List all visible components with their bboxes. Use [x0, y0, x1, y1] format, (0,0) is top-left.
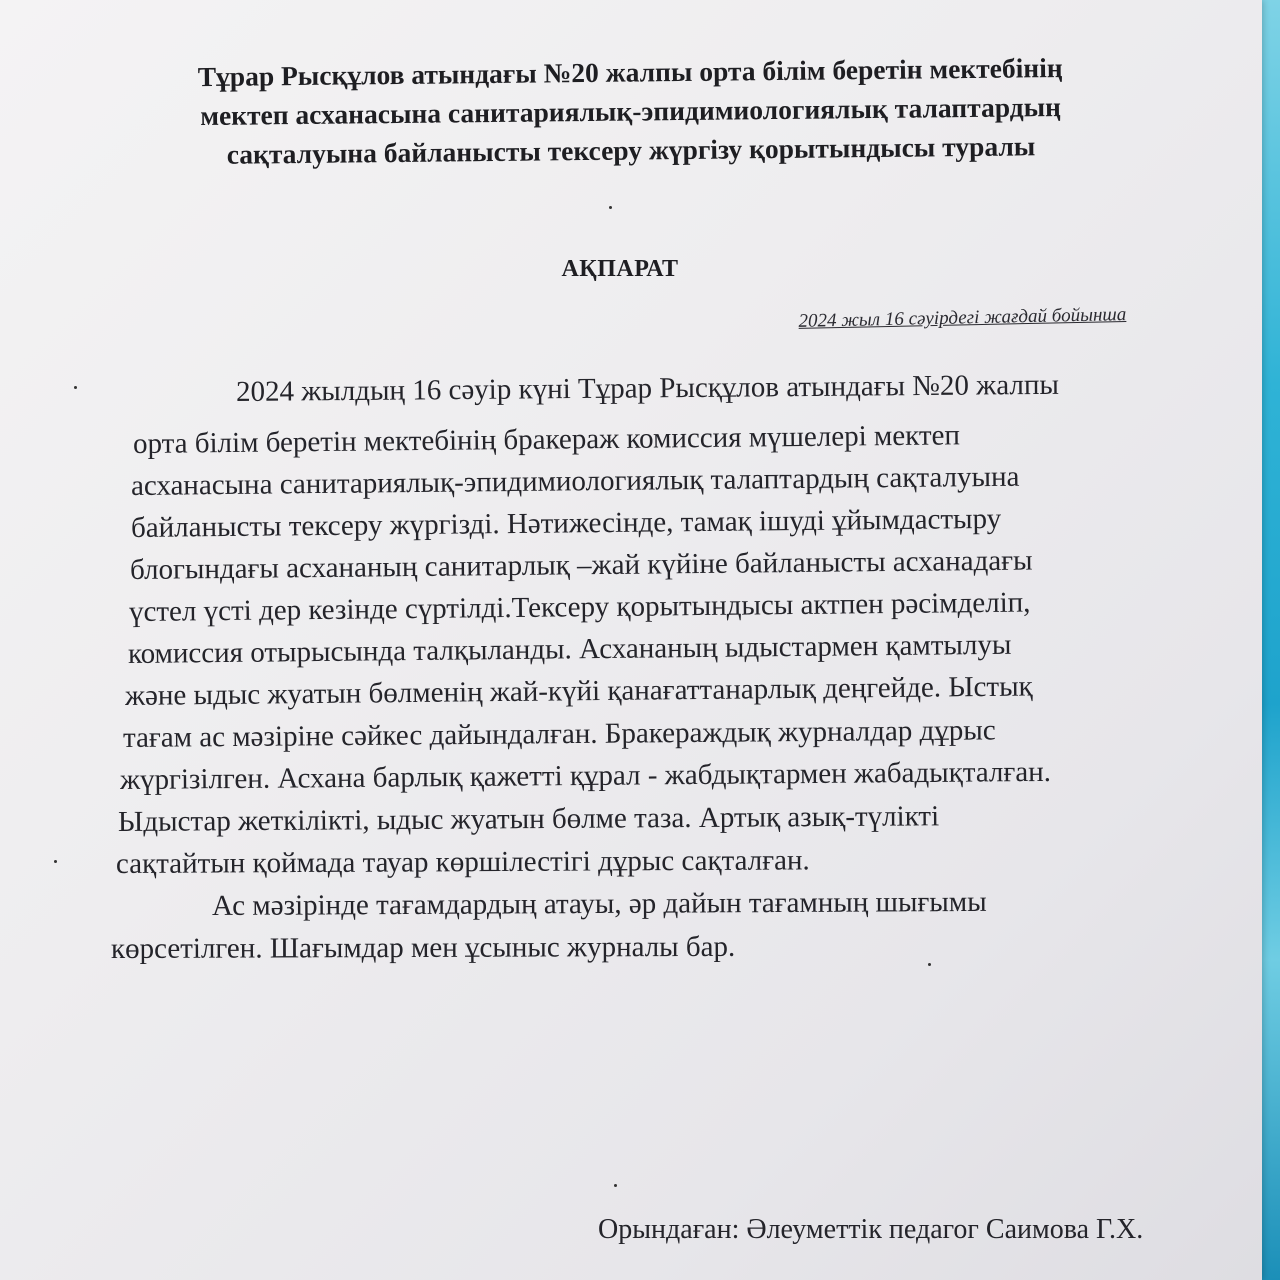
body-line: көрсетілген. Шағымдар мен ұсыныс журналы бар.: [110, 930, 736, 965]
body-line: комиссия отырысында талқыланды. Асхананың ыдыстармен қамтылуы: [127, 628, 1012, 670]
body-line: блогындағы асхананың санитарлық –жай күйіне байланысты асханадағы: [129, 544, 1033, 586]
title-line: Тұрар Рысқұлов атындағы №20 жалпы орта білім беретін мектебінің: [197, 52, 1063, 93]
document-heading: АҚПАРАТ: [561, 256, 679, 282]
signature-line: Орындаған: Әлеуметтік педагог Саимова Г.Х.: [598, 1214, 1144, 1245]
paper-speck: [928, 963, 931, 966]
paper-speck: [609, 206, 612, 209]
body-line: жүргізілген. Асхана барлық қажетті құрал - жабдықтармен жабадықталған.: [119, 755, 1052, 796]
body-line: асханасына санитариялық-эпидимиологиялық талаптардың сақталуына: [130, 460, 1020, 502]
title-line: мектеп асханасына санитариялық-эпидимиологиялық талаптардың: [200, 91, 1062, 132]
body-line: үстел үсті дер кезінде сүртілді.Тексеру қорытындысы актпен рәсімделіп,: [128, 586, 1031, 628]
paper-speck: [54, 860, 57, 863]
body-line: және ыдыс жуатын бөлменің жай-күйі қанағаттанарлық деңгейде. Ыстық: [124, 670, 1033, 712]
body-line: Ыдыстар жеткілікті, ыдыс жуатын бөлме таза. Артық азық-түлікті: [117, 800, 940, 838]
paper-speck: [614, 1184, 617, 1187]
body-line: байланысты тексеру жүргізді. Нәтижесінде, тамақ ішуді ұйымдастыру: [130, 502, 1002, 544]
date-note: 2024 жыл 16 сәуірдегі жағдай бойынша: [798, 304, 1127, 332]
body-line: тағам ас мәзіріне сәйкес дайындалған. Бракераждық журналдар дұрыс: [122, 714, 996, 754]
body-line: сақтайтын қоймада тауар көршілестігі дұрыс сақталған.: [115, 844, 810, 880]
body-line: орта білім беретін мектебінің бракераж комиссия мүшелері мектеп: [132, 419, 961, 460]
body-line: 2024 жылдың 16 сәуір күні Тұрар Рысқұлов атындағы №20 жалпы: [235, 368, 1060, 408]
title-line: сақталуына байланысты тексеру жүргізу қорытындысы туралы: [226, 130, 1036, 170]
paper-speck: [74, 386, 77, 389]
body-line: Ас мәзірінде тағамдардың атауы, әр дайын тағамның шығымы: [211, 885, 987, 922]
